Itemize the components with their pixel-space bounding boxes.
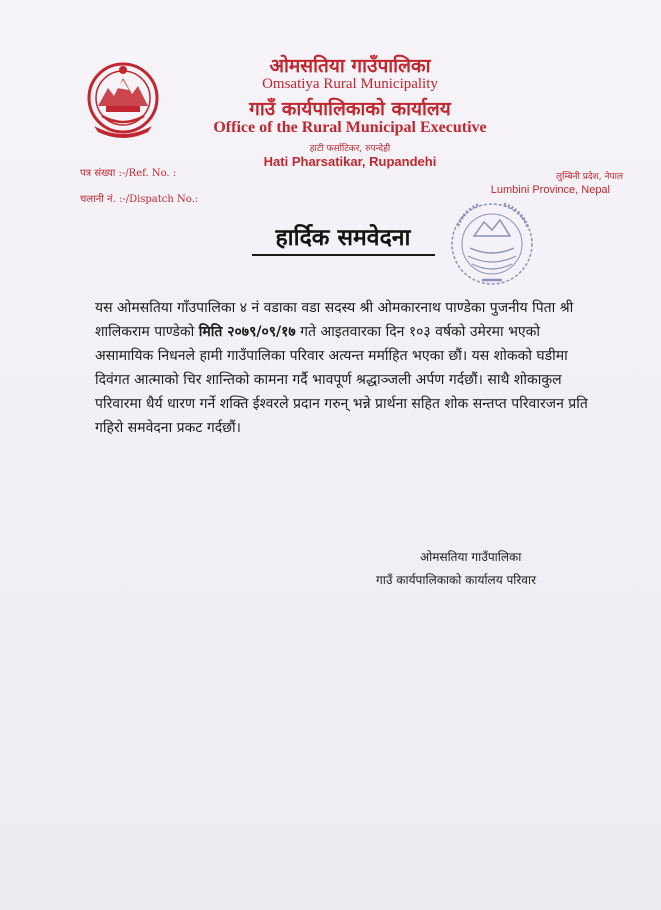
address-english: Hati Pharsatikar, Rupandehi [263, 154, 437, 169]
signature-office-family: गाउँ कार्यपालिकाको कार्यालय परिवार [376, 573, 536, 587]
title-underline [252, 254, 435, 256]
document-title: हार्दिक समवेदना [275, 224, 411, 251]
signature-municipality: ओमसतिया गाउँपालिका [420, 550, 522, 564]
municipality-name-nepali: ओमसतिया गाउँपालिका [269, 55, 431, 77]
address-nepali: हाटी फर्साटिकर, रुपन्देही [309, 144, 391, 154]
reference-number-label: पत्र संख्या :-/Ref. No. : [80, 168, 177, 179]
message-part-2: गते आइतवारका दिन १०३ वर्षको उमेरमा भएको असामायिक निधनले हामी गाउँपालिका परिवार अत्यन्त मर्माहित भएका छौं। यस शोकको घडीमा दिवंगत आत्माको चिर शान्तिको कामना गर्दै भावपूर्ण श्रद्धाञ्जली अर्पण गर्दछौं। साथै शोकाकुल परिवारमा धैर्य धारण गर्ने शक्ति ईश्वरले प्रदान गरुन् भन्ने प्रार्थना सहित शोक सन्तप्त परिवारजन प्रति गहिरो समवेदना प्रकट गर्दछौं। [95, 324, 588, 436]
message-date: मिति २०७९/०९/१७ [198, 324, 296, 340]
province-english: Lumbini Province, Nepal [490, 184, 610, 196]
office-name-english: Office of the Rural Municipal Executive [213, 119, 487, 136]
message-part-1: यस ओमसतिया गाँउपालिका ४ नं वडाका वडा सदस्य श्री ओमकारनाथ पाण्डेका पुजनीय पिता श्री शालिकराम पाण्डेको [95, 300, 574, 340]
dispatch-number-label: चलानी नं. :-/Dispatch No.: [80, 194, 199, 205]
province-nepali: लुम्बिनी प्रदेश, नेपाल [556, 172, 623, 182]
municipality-name-english: Omsatiya Rural Municipality [262, 76, 438, 92]
office-name-nepali: गाउँ कार्यपालिकाको कार्यालय [249, 98, 451, 120]
municipality-seal-stamp-icon [444, 196, 544, 296]
condolence-message [95, 296, 595, 440]
